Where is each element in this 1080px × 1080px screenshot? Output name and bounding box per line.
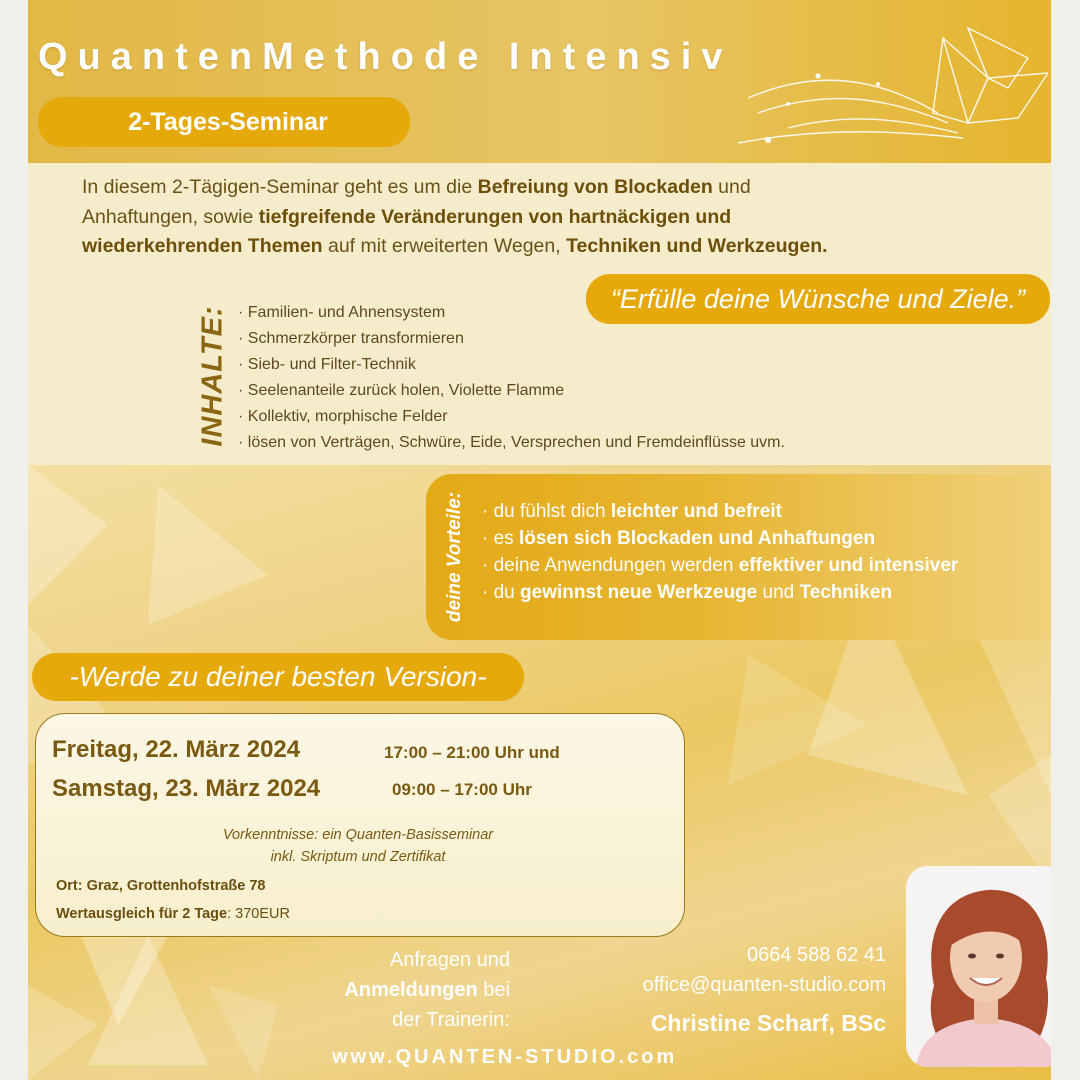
list-item: · Seelenanteile zurück holen, Violette Flamme xyxy=(238,382,565,399)
vorteile-heading-text: deine Vorteile: xyxy=(444,491,465,623)
portrait-icon xyxy=(906,866,1051,1067)
email-link[interactable]: office@quanten-studio.com xyxy=(642,974,886,996)
vorteile-heading xyxy=(440,482,470,632)
motto-text: -Werde zu deiner besten Version- xyxy=(69,661,487,692)
request-line-3: der Trainerin: xyxy=(392,1009,510,1031)
price-value: : 370EUR xyxy=(227,906,290,922)
intro-bold-2: tiefgreifende Veränderungen von hartnäckigen und wiederkehrenden Themen xyxy=(82,205,732,257)
location xyxy=(56,878,265,894)
request-info xyxy=(258,945,510,1035)
request-line-2: Anmeldungen bei xyxy=(344,979,510,1001)
inhalte-list xyxy=(238,300,785,456)
seminar-badge-label: 2-Tages-Seminar xyxy=(128,107,328,136)
list-item: · Schmerzkörper transformieren xyxy=(238,330,464,347)
list-item: · es lösen sich Blockaden und Anhaftungen xyxy=(482,528,876,549)
list-item: · du gewinnst neue Werkzeuge und Techniken xyxy=(482,582,893,603)
time-day-2: 09:00 – 17:00 Uhr xyxy=(392,780,532,799)
list-item: · Familien- und Ahnensystem xyxy=(238,304,446,321)
date-day-2: Samstag, 23. März 2024 xyxy=(52,775,321,802)
price xyxy=(56,906,290,922)
prerequisites xyxy=(188,824,528,868)
intro-bold-3: Techniken und Werkzeugen. xyxy=(566,235,828,257)
list-item: · du fühlst dich leichter und befreit xyxy=(482,501,782,522)
intro-text-2: und Anhaftungen, sowie xyxy=(82,176,751,228)
time-day-1: 17:00 – 21:00 Uhr und xyxy=(384,743,560,762)
contact-block xyxy=(568,940,886,1040)
motto-badge xyxy=(32,653,524,701)
intro-text-3: auf mit erweiterten Wegen, xyxy=(322,235,567,257)
location-text: Ort: Graz, Grottenhofstraße 78 xyxy=(56,878,266,894)
price-label: Wertausgleich für 2 Tage xyxy=(56,906,228,922)
page-title: QuantenMethode Intensiv xyxy=(38,36,733,78)
quote-text: “Erfülle deine Wünsche und Ziele.” xyxy=(610,283,1026,314)
trainer-name: Christine Scharf, BSc xyxy=(650,1010,886,1036)
list-item: · Sieb- und Filter-Technik xyxy=(238,356,416,373)
website-link[interactable]: www.QUANTEN-STUDIO.com xyxy=(332,1046,678,1068)
list-item: · deine Anwendungen werden effektiver und intensiver xyxy=(482,555,959,576)
trainer-portrait xyxy=(906,866,1051,1067)
origami-crane-icon xyxy=(728,18,1048,153)
intro-text-1: In diesem 2-Tägigen-Seminar geht es um die xyxy=(82,176,478,198)
seminar-badge xyxy=(38,97,410,147)
inhalte-heading-text: INHALTE: xyxy=(196,305,229,447)
prerequisites-line-1: Vorkenntnisse: ein Quanten-Basisseminar xyxy=(222,827,494,843)
intro-paragraph xyxy=(82,173,842,262)
inhalte-heading xyxy=(198,306,228,446)
intro-bold-1: Befreiung von Blockaden xyxy=(477,176,713,198)
vorteile-list xyxy=(482,498,958,606)
list-item: · lösen von Verträgen, Schwüre, Eide, Versprechen und Fremdeinflüsse uvm. xyxy=(238,434,785,451)
prerequisites-line-2: inkl. Skriptum und Zertifikat xyxy=(270,849,446,865)
flyer-card xyxy=(28,0,1051,1080)
list-item: · Kollektiv, morphische Felder xyxy=(238,408,448,425)
phone-link[interactable]: 0664 588 62 41 xyxy=(746,944,886,966)
date-day-1: Freitag, 22. März 2024 xyxy=(52,736,301,763)
request-line-1: Anfragen und xyxy=(389,949,510,971)
